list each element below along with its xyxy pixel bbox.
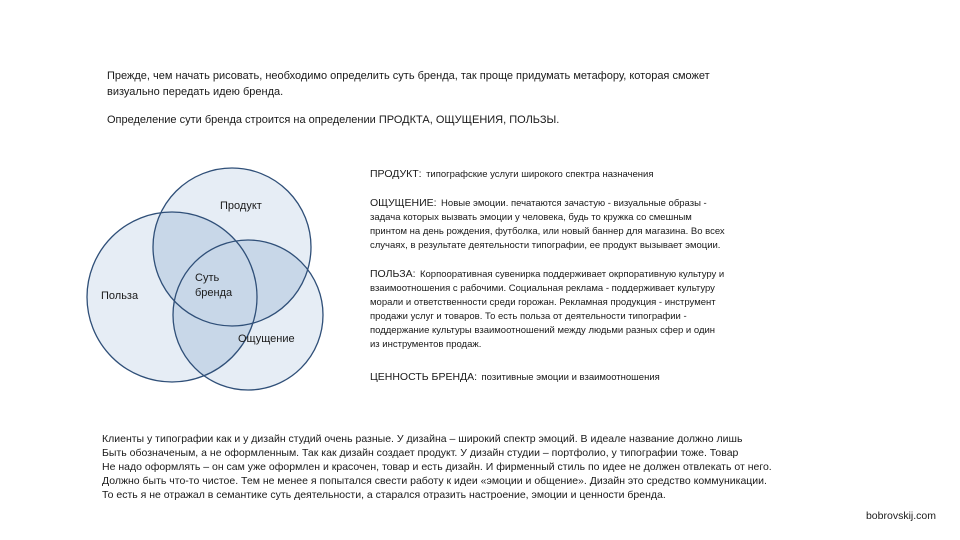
bottom-line-2: Быть обозначеным, а не оформленным. Так как дизайн создает продукт. У дизайн студии – портфолио, у типографии тоже. Товар (102, 447, 739, 459)
intro-line-2: визуально передать идею бренда. (107, 86, 284, 98)
benefit-line-6: из инструментов продаж. (370, 339, 482, 350)
intro-paragraph (107, 68, 807, 100)
site-credit: bobrovskij.com (865, 510, 936, 522)
bottom-line-3: Не надо оформлять – он сам уже оформлен и красочен, товар и есть дизайн. И фирменный стиль по идее не должен отвлекать от него. (102, 461, 772, 473)
definition-statement: Определение сути бренда строится на определении ПРОДКТА, ОЩУЩЕНИЯ, ПОЛЬЗЫ. (107, 114, 560, 126)
definition-value (370, 367, 790, 385)
feeling-line-2: задача которых вызвать эмоции у человека, будь то кружка со смешным (370, 212, 692, 223)
venn-label-core-1: Суть (195, 272, 220, 284)
feeling-term: ОЩУЩЕНИЕ: (370, 197, 437, 209)
bottom-line-4: Должно быть что-то чистое. Тем не менее я попытался свести работу к идеи «эмоции и общение». Дизайн это средство коммуникации. (102, 475, 767, 487)
venn-label-benefit: Польза (101, 290, 139, 302)
bottom-paragraph (102, 432, 902, 502)
definition-feeling (370, 193, 790, 253)
feeling-line-1: Новые эмоции. печатаются зачастую - визуальные образы - (441, 198, 707, 209)
feeling-line-3: принтом на день рождения, футболка, или новый баннер для магазина. Во всех (370, 226, 725, 237)
bottom-line-1: Клиенты у типографии как и у дизайн студий очень разные. У дизайна – широкий спектр эмоций. В идеале название должно лишь (102, 433, 743, 445)
venn-diagram (75, 150, 365, 400)
value-description: позитивные эмоции и взаимоотношения (481, 372, 660, 383)
venn-label-core-2: бренда (195, 287, 233, 299)
benefit-line-1: Корпооративная сувенирка поддерживает окрпоративную культуру и (419, 269, 725, 280)
benefit-line-5: поддержание культуры взаимоотношений между людьми разных сфер и один (370, 325, 716, 336)
product-description: типографские услуги широкого спектра назначения (426, 169, 654, 180)
benefit-term: ПОЛЬЗА: (370, 268, 416, 280)
feeling-line-4: случаях, в результате деятельности типографии, ее продукт вызывает эмоции. (370, 240, 721, 251)
product-term: ПРОДУКТ: (370, 168, 422, 180)
venn-label-feeling: Ощущение (238, 333, 295, 345)
venn-label-product: Продукт (220, 200, 262, 212)
value-term: ЦЕННОСТЬ БРЕНДА: (370, 371, 478, 383)
bottom-line-5: То есть я не отражал в семантике суть деятельности, а старался отразить настроение, эмоции и ценности бренда. (102, 489, 666, 501)
intro-line-1: Прежде, чем начать рисовать, необходимо определить суть бренда, так проще придумать метафору, которая сможет (107, 70, 710, 82)
benefit-line-3: морали и ответственности среди горожан. Рекламная продукция - инструмент (370, 297, 716, 308)
definition-product (370, 164, 790, 182)
benefit-line-4: продажи услуг и товаров. То есть польза от деятельности типографии - (370, 311, 687, 322)
definition-benefit (370, 264, 790, 352)
benefit-line-2: взаимоотношения с рабочими. Социальная реклама - поддерживает культуру (370, 283, 715, 294)
